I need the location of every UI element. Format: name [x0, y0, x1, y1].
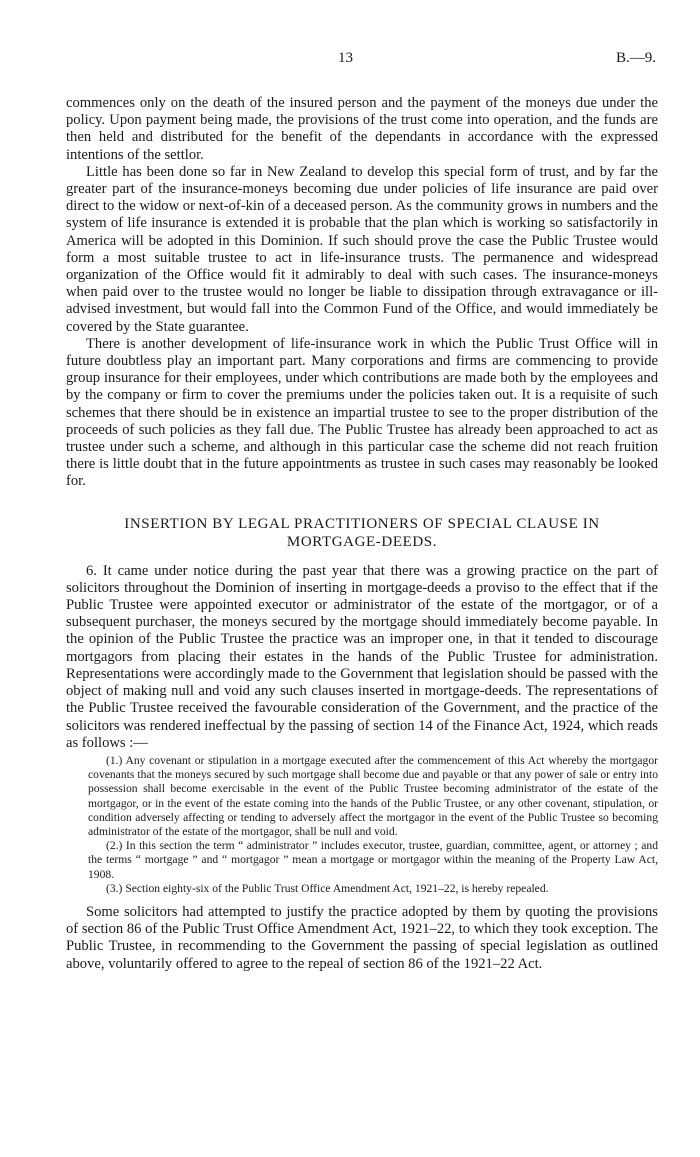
paragraph-section-6: 6. It came under notice during the past year that there was a growing practice on the part of solicitors throughout the Dominion of inserting in mortgage-deeds a proviso to the effect that if the Public Trustee were appointed executor or administrator of the estate of the mortgagor, or of a subsequent purchaser, the moneys secured by the mortgage should immediately become payable. In the opinion of the Public Trustee the practice was an improper one, in that it tended to discourage mortgagors from placing their estates in the hands of the Public Trustee for administration. Representations were accordingly made to the Government that legislation should be passed with the object of making null and void any such clauses inserted in mortgage-deeds. The representations of the Public Trustee received the favourable consideration of the Government, and the practice of the solicitors was rendered ineffectual by the passing of section 14 of the Finance Act, 1924, which reads as follows :— [66, 562, 658, 751]
statute-quotation [88, 754, 658, 896]
document-reference: B.—9. [615, 50, 656, 66]
paragraph-final: Some solicitors had attempted to justify the practice adopted by them by quoting the provisions of section 86 of the Public Trust Office Amendment Act, 1921–22, to which they took exception. The Public Trustee, in recommending to the Government the passing of special legislation as outlined above, voluntarily offered to agree to the repeal of section 86 of the 1921–22 Act. [66, 903, 658, 972]
section-heading-line-2: MORTGAGE-DEEDS. [286, 533, 438, 550]
paragraph-group-insurance: There is another development of life-insurance work in which the Public Trust Office will in future doubtless play an important part. Many corporations and firms are commencing to provide group insurance for their employees, under which contributions are made both by the employees and by the company or firm to cover the premiums under the policies taken out. It is a requisite of such schemes that there should be in existence an impartial trustee to see to the proper distribution of the proceeds of such policies as they fall due. The Public Trustee has already been approached to act as trustee under such a scheme, and although in this particular case the scheme did not reach fruition there is little doubt that in the future appointments as trustee in such cases may reasonably be looked for. [66, 335, 658, 490]
quote-subsection-2: (2.) In this section the term “ administrator ” includes executor, trustee, guardian, committee, agent, or attorney ; and the terms “ mortgage ” and “ mortgagor ” mean a mortgage or mortgagor within the meaning of the Property Law Act, 1908. [88, 839, 658, 881]
quote-subsection-1: (1.) Any covenant or stipulation in a mortgage executed after the commencement of this Act whereby the mortgagor covenants that the moneys secured by such mortgage shall become due and payable or that any power of sale or entry into possession shall become exercisable in the event of the Public Trustee becoming administrator of the estate of the mortgagor, or in the event of the estate coming into the hands of the Public Trustee, or any other covenant, stipulation, or condition adversely affecting or tending to adversely affect the mortgagor in the event of the Public Trustee so becoming administrator of the estate of the mortgagor, shall be null and void. [88, 753, 658, 838]
paragraph-continued: commences only on the death of the insured person and the payment of the moneys due under the policy. Upon payment being made, the provisions of the trust come into operation, and the funds are then held and distributed for the benefit of the dependants in accordance with the expressed intentions of the settlor. [66, 95, 658, 163]
quote-subsection-3: (3.) Section eighty-six of the Public Trust Office Amendment Act, 1921–22, is hereby repealed. [106, 881, 549, 895]
section-heading [66, 515, 658, 551]
page-header [0, 50, 700, 70]
paragraph-life-insurance-trusts: Little has been done so far in New Zealand to develop this special form of trust, and by far the greater part of the insurance-moneys becoming due under policies of life insurance are paid over direct to the widow or next-of-kin of a deceased person. As the community grows in numbers and the system of life insurance is extended it is probable that the plan which is working so satisfactorily in America will be adopted in this Dominion. If such should prove the case the Public Trustee would form a most suitable trustee to act in life-insurance trusts. The permanence and widespread organization of the Office would fit it admirably to deal with such cases. The insurance-moneys when paid over to the trustee would no longer be liable to dissipation through extravagance or ill-advised investment, but would fall into the Common Fund of the Office, and would immediately be covered by the State guarantee. [66, 163, 658, 335]
section-heading-line-1: INSERTION BY LEGAL PRACTITIONERS OF SPECIAL CLAUSE IN [124, 515, 600, 532]
page-number: 13 [338, 50, 353, 66]
body-text [66, 95, 658, 973]
